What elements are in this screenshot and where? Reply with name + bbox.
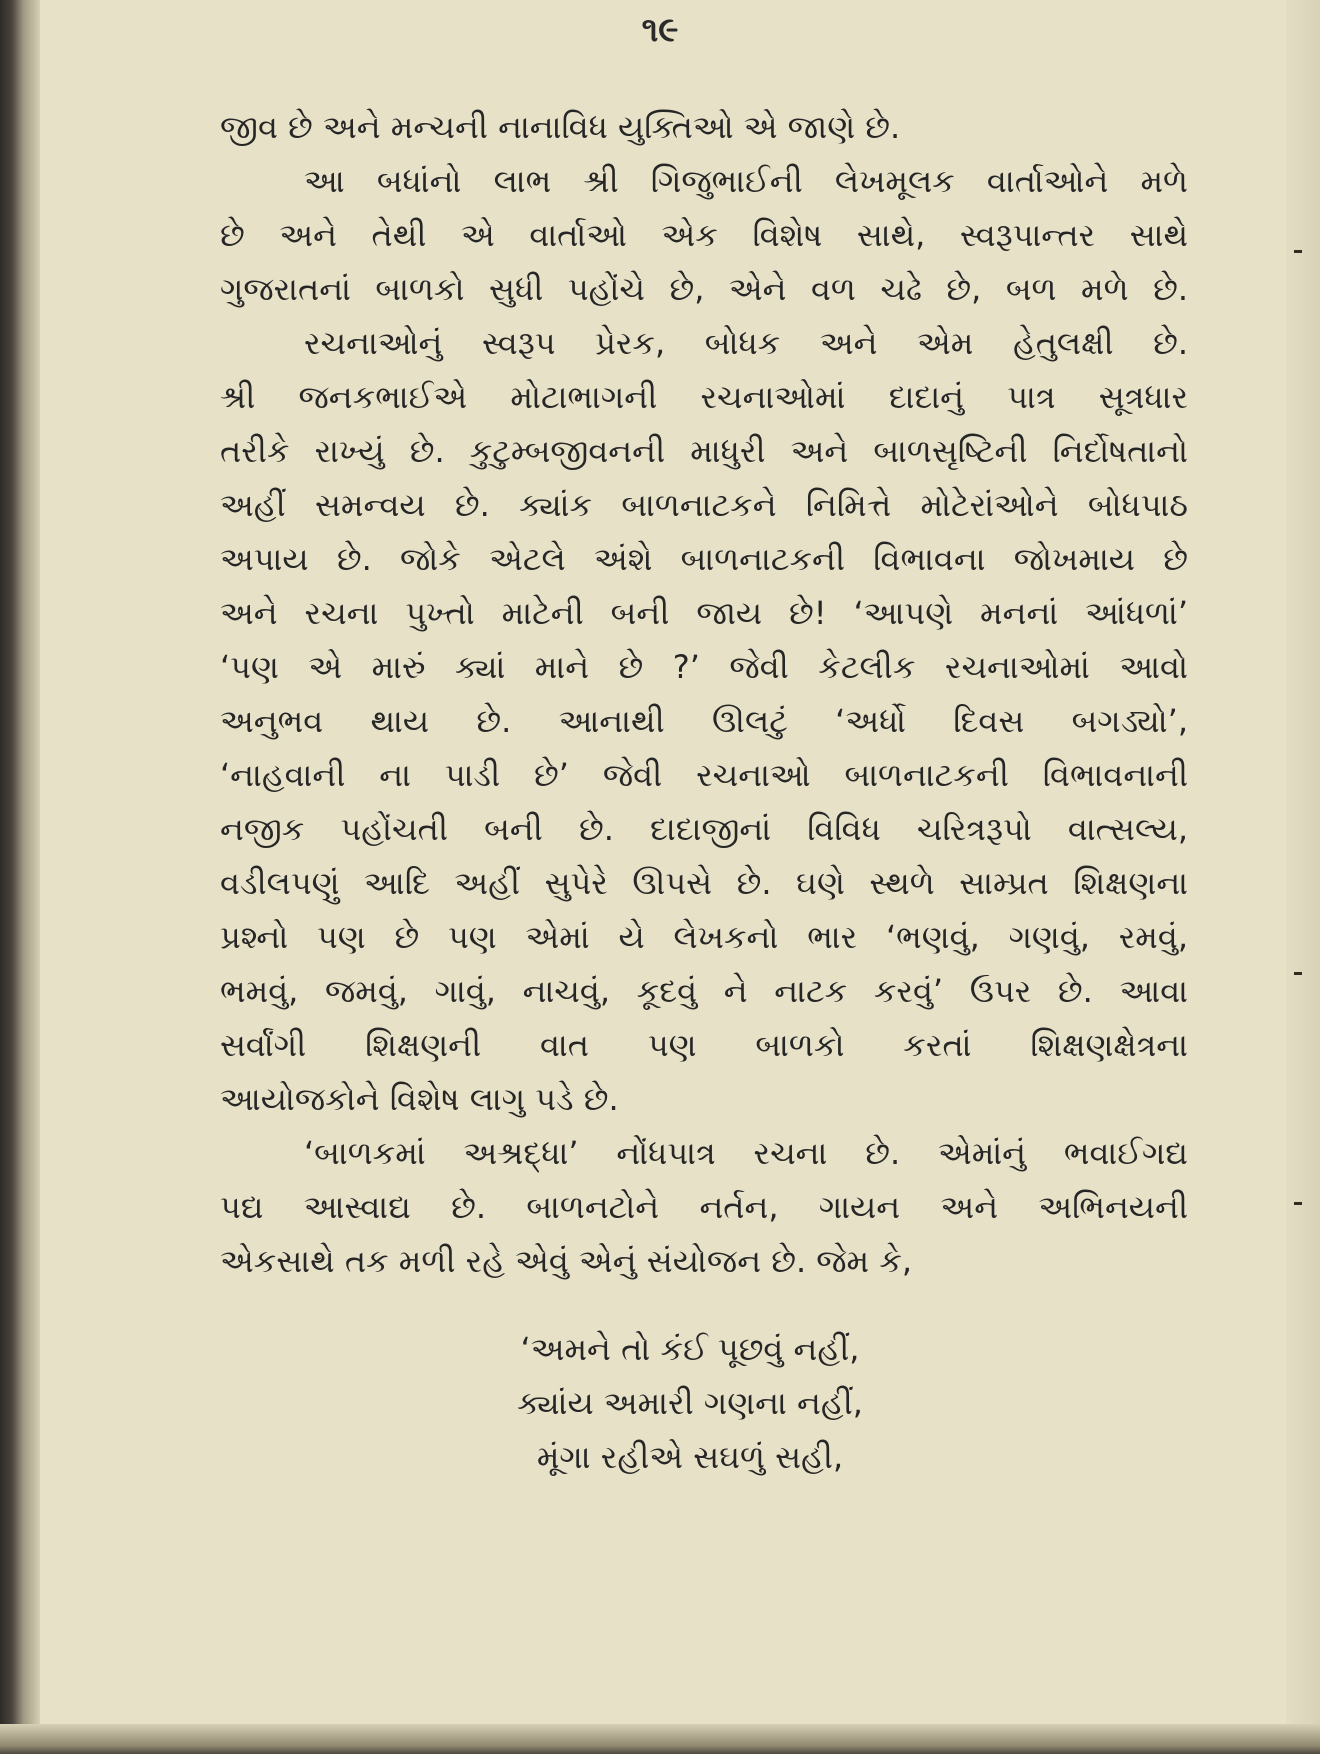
text-line: તરીકે રાખ્યું છે. કુટુમ્બજીવનની માધુરી અને બાળસૃષ્ટિની નિર્દોષતાનો [220,432,1188,470]
verse-line: મૂંગા રહીએ સઘળું સહી, [536,1438,844,1476]
text-line: નજીક પહોંચતી બની છે. દાદાજીનાં વિવિધ ચરિત્રરૂપો વાત્સલ્ય, [220,810,1188,848]
text-line: અને રચના પુખ્તો માટેની બની જાય છે! ‘આપણે મનનાં આંધળાં’ [220,594,1188,632]
text-line: ભમવું, જમવું, ગાવું, નાચવું, કૂદવું ને નાટક કરવું’ ઉપર છે. આવા [220,972,1188,1010]
body-text [220,100,1188,1288]
text-line: અપાય છે. જોકે એટલે અંશે બાળનાટકની વિભાવના જોખમાય છે [220,540,1188,578]
text-line: આ બધાંનો લાભ શ્રી ગિજુભાઈની લેખમૂલક વાર્તાઓને મળે [304,162,1188,200]
text-line: શ્રી જનકભાઈએ મોટાભાગની રચનાઓમાં દાદાનું પાત્ર સૂત્રધાર [220,378,1188,416]
text-line: જીવ છે અને મન્ચની નાનાવિધ યુક્તિઓ એ જાણે છે. [220,108,901,146]
text-line: ગુજરાતનાં બાળકો સુધી પહોંચે છે, એને વળ ચઢે છે, બળ મળે છે. [220,270,1188,308]
page-bottom-edge [0,1724,1320,1754]
verse-line: ક્યાંય અમારી ગણના નહીં, [517,1384,863,1422]
edge-mark [1294,250,1302,253]
text-line: પ્રશ્નો પણ છે પણ એમાં યે લેખકનો ભાર ‘ભણવું, ગણવું, રમવું, [220,918,1188,956]
page-gutter-shadow [0,0,40,1754]
text-line: ‘નાહવાની ના પાડી છે’ જેવી રચનાઓ બાળનાટકની વિભાવનાની [220,756,1188,794]
text-line: આયોજકોને વિશેષ લાગુ પડે છે. [220,1080,619,1118]
verse-quote [0,1322,1320,1484]
text-line: રચનાઓનું સ્વરૂપ પ્રેરક, બોધક અને એમ હેતુલક્ષી છે. [304,324,1188,362]
page-right-edge [1286,0,1320,1754]
verse-line: ‘અમને તો કંઈ પૂછવું નહીં, [520,1330,860,1368]
page-number: ૧૯ [641,10,679,50]
edge-mark [1294,1202,1302,1205]
text-line: છે અને તેથી એ વાર્તાઓ એક વિશેષ સાથે, સ્વરૂપાન્તર સાથે [220,216,1188,254]
text-line: અનુભવ થાય છે. આનાથી ઊલટું ‘અર્ધો દિવસ બગડ્યો’, [220,702,1188,740]
edge-mark [1294,972,1302,975]
text-line: ‘બાળકમાં અશ્રદ્ધા’ નોંધપાત્ર રચના છે. એમાંનું ભવાઈગદ્ય [304,1134,1188,1172]
text-line: ‘પણ એ મારું ક્યાં માને છે ?’ જેવી કેટલીક રચનાઓમાં આવો [220,648,1188,686]
text-line: વડીલપણું આદિ અહીં સુપેરે ઊપસે છે. ઘણે સ્થળે સામ્પ્રત શિક્ષણના [220,864,1188,902]
text-line: અહીં સમન્વય છે. ક્યાંક બાળનાટકને નિમિત્તે મોટેરાંઓને બોધપાઠ [220,486,1188,524]
text-line: સર્વાંગી શિક્ષણની વાત પણ બાળકો કરતાં શિક્ષણક્ષેત્રના [220,1026,1188,1064]
text-line: એકસાથે તક મળી રહે એવું એનું સંયોજન છે. જેમ કે, [220,1242,913,1280]
text-line: પદ્ય આસ્વાદ્ય છે. બાળનટોને નર્તન, ગાયન અને અભિનયની [220,1188,1188,1226]
